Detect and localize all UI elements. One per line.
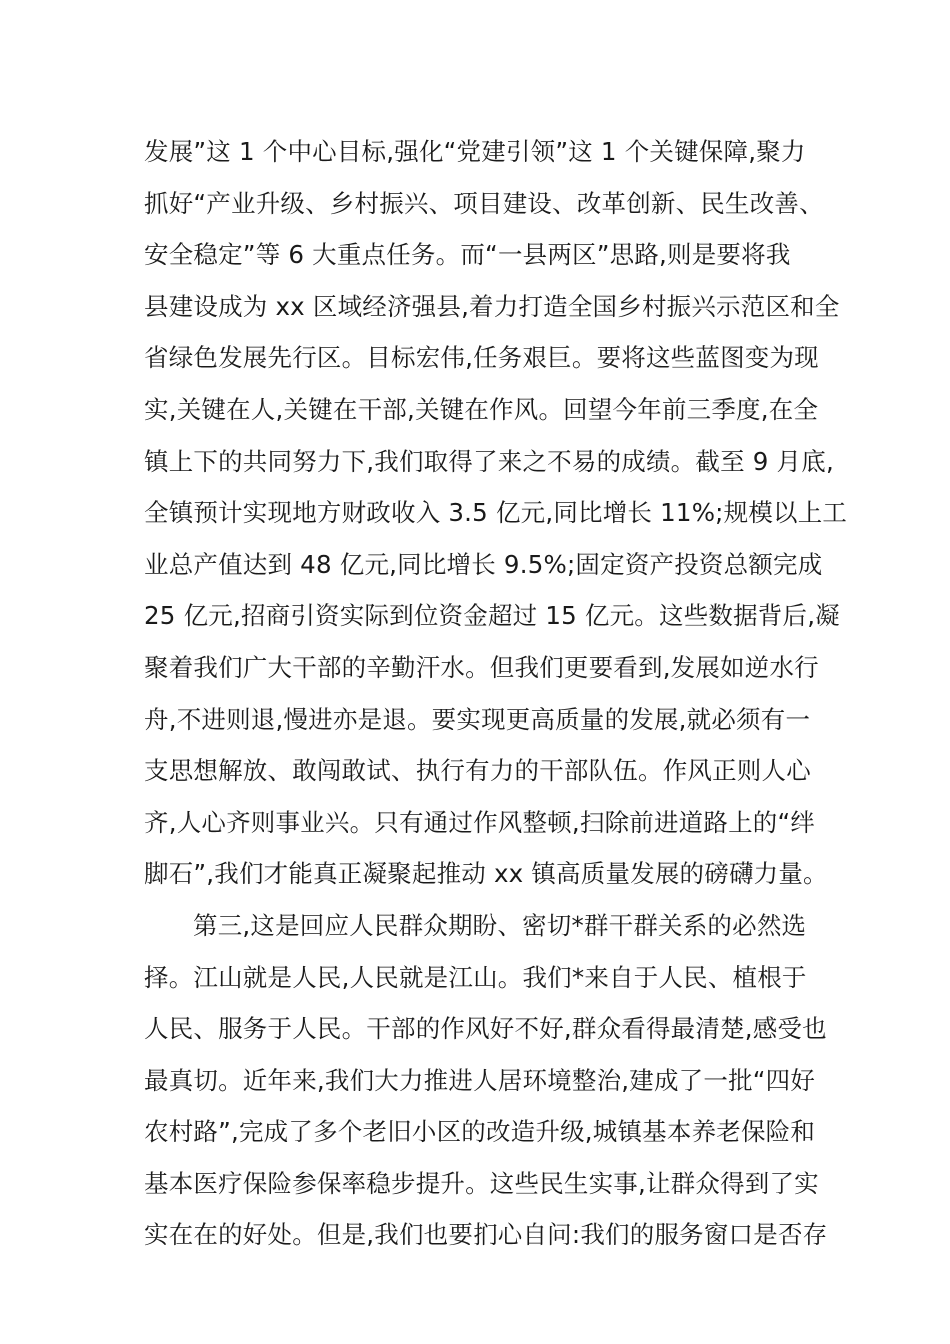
text-line: 发展”这 1 个中心目标,强化“党建引领”这 1 个关键保障,聚力	[144, 137, 806, 166]
text-line: 25 亿元,招商引资实际到位资金超过 15 亿元。这些数据背后,凝	[144, 601, 840, 631]
text-line: 择。江山就是人民,人民就是江山。我们*来自于人民、植根于	[144, 962, 807, 992]
text-line: 农村路”,完成了多个老旧小区的改造升级,城镇基本养老保险和	[144, 1117, 816, 1147]
paragraph-start-line: 第三,这是回应人民群众期盼、密切*群干群关系的必然选	[193, 910, 807, 940]
text-line: 脚石”,我们才能真正凝聚起推动 xx 镇高质量发展的磅礴力量。	[144, 859, 828, 889]
text-line: 实在在的好处。但是,我们也要扪心自问:我们的服务窗口是否存	[144, 1220, 828, 1250]
text-line: 基本医疗保险参保率稳步提升。这些民生实事,让群众得到了实	[144, 1168, 819, 1198]
text-line: 人民、服务于人民。干部的作风好不好,群众看得最清楚,感受也	[144, 1014, 827, 1044]
text-line: 安全稳定”等 6 大重点任务。而“一县两区”思路,则是要将我	[144, 240, 791, 270]
text-line: 抓好“产业升级、乡村振兴、项目建设、改革创新、民生改善、	[144, 188, 824, 218]
text-line: 县建设成为 xx 区域经济强县,着力打造全国乡村振兴示范区和全	[144, 291, 840, 321]
text-line: 支思想解放、敢闯敢试、执行有力的干部队伍。作风正则人心	[144, 756, 811, 786]
text-line: 省绿色发展先行区。目标宏伟,任务艰巨。要将这些蓝图变为现	[144, 343, 819, 373]
text-line: 齐,人心齐则事业兴。只有通过作风整顿,扫除前进道路上的“绊	[144, 807, 816, 837]
body-text	[144, 126, 848, 1261]
text-line: 最真切。近年来,我们大力推进人居环境整治,建成了一批“四好	[144, 1065, 816, 1095]
text-line: 聚着我们广大干部的辛勤汗水。但我们更要看到,发展如逆水行	[144, 652, 819, 682]
text-line: 全镇预计实现地方财政收入 3.5 亿元,同比增长 11%;规模以上工	[144, 498, 848, 528]
text-line: 镇上下的共同努力下,我们取得了来之不易的成绩。截至 9 月底,	[144, 446, 834, 476]
text-line: 舟,不进则退,慢进亦是退。要实现更高质量的发展,就必须有一	[144, 704, 811, 734]
text-line: 实,关键在人,关键在干部,关键在作风。回望今年前三季度,在全	[144, 394, 819, 424]
text-line: 业总产值达到 48 亿元,同比增长 9.5%;固定资产投资总额完成	[144, 549, 823, 579]
